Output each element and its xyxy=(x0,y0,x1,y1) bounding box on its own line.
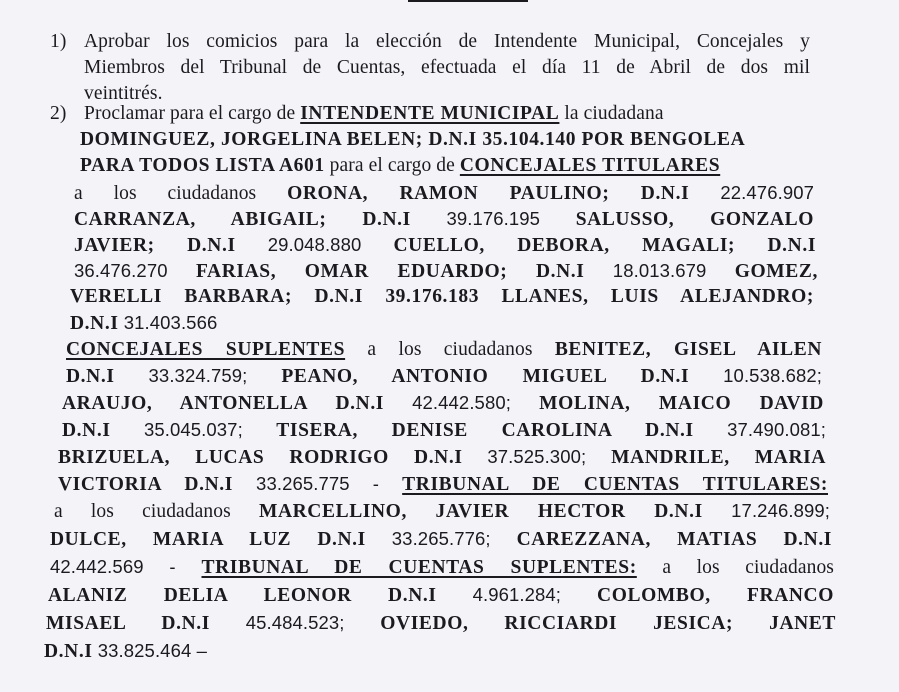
text-segment: a los ciudadanos xyxy=(54,501,259,522)
dni-number: 33.324.759; xyxy=(114,365,282,386)
candidate-name: ORONA, RAMON PAULINO; D.N.I xyxy=(287,183,690,204)
text-segment: a los ciudadanos xyxy=(636,557,834,578)
text-segment: para el cargo de xyxy=(324,155,460,176)
item-1-line-2: Miembros del Tribunal de Cuentas, efectuada el día 11 de Abril de dos mil xyxy=(84,57,810,78)
candidate-name: SALUSSO, GONZALO xyxy=(575,209,814,230)
dni-number: 37.525.300; xyxy=(462,446,612,467)
text-segment: a los ciudadanos xyxy=(345,339,555,360)
candidate-name: PEANO, ANTONIO MIGUEL D.N.I xyxy=(281,366,690,387)
dni-label: D.N.I xyxy=(66,366,115,387)
dni-number: 39.176.195 xyxy=(410,208,576,229)
candidate-name: ARAUJO, ANTONELLA D.N.I xyxy=(62,393,384,414)
dni-number: 31.403.566 xyxy=(118,312,218,333)
dni-label: D.N.I xyxy=(62,420,111,441)
candidate-name: ALANIZ DELIA LEONOR D.N.I xyxy=(48,585,437,606)
candidate-name: BRIZUELA, LUCAS RODRIGO D.N.I xyxy=(58,447,463,468)
office-title-concejales-titulares: CONCEJALES TITULARES xyxy=(459,155,721,176)
candidate-name: TISERA, DENISE CAROLINA D.N.I xyxy=(276,420,694,441)
candidate-name: OVIEDO, RICCIARDI JESICA; JANET xyxy=(380,613,837,634)
item-1-line-1: Aprobar los comicios para la elección de Intendente Municipal, Concejales y xyxy=(84,31,810,52)
candidate-name: COLOMBO, FRANCO xyxy=(597,585,834,606)
item-1-line-3: veintitrés. xyxy=(84,83,163,104)
candidate-name: CUELLO, DEBORA, MAGALI; D.N.I xyxy=(393,235,817,256)
office-title-tribunal-titulares: TRIBUNAL DE CUENTAS TITULARES: xyxy=(402,474,828,495)
office-title-intendente: INTENDENTE MUNICIPAL xyxy=(300,103,560,124)
dni-number: 35.045.037; xyxy=(110,419,277,440)
candidate-name: JAVIER; D.N.I xyxy=(74,235,236,256)
text-segment: Proclamar para el cargo de xyxy=(84,103,301,124)
dni-number: 36.476.270 xyxy=(74,260,196,281)
candidate-name: BENITEZ, GISEL AILEN xyxy=(554,339,823,360)
candidate-name: DULCE, MARIA LUZ D.N.I xyxy=(50,529,366,550)
candidate-name: MOLINA, MAICO DAVID xyxy=(539,393,824,414)
candidate-name: FARIAS, OMAR EDUARDO; D.N.I xyxy=(195,261,585,282)
text-segment: la ciudadana xyxy=(559,103,664,124)
dni-number: 33.825.464 – xyxy=(92,640,207,661)
dni-number: 22.476.907 xyxy=(689,182,814,203)
candidate-name: CAREZZANA, MATIAS D.N.I xyxy=(516,529,832,550)
dni-number: 29.048.880 xyxy=(235,234,394,255)
item-2-number: 2) xyxy=(50,103,67,124)
candidate-name: CARRANZA, ABIGAIL; D.N.I xyxy=(74,209,411,230)
item-1-number: 1) xyxy=(50,31,67,52)
candidate-name: MANDRILE, MARIA xyxy=(611,447,826,468)
dni-label: D.N.I xyxy=(44,641,93,662)
dni-number: 42.442.569 - xyxy=(50,556,202,577)
candidate-name: VICTORIA D.N.I xyxy=(58,474,233,495)
office-title-tribunal-suplentes: TRIBUNAL DE CUENTAS SUPLENTES: xyxy=(201,557,637,578)
candidate-intendente: DOMINGUEZ, JORGELINA BELEN; D.N.I 35.104.140 POR BENGOLEA xyxy=(80,129,746,150)
dni-number: 33.265.776; xyxy=(365,528,517,549)
text-segment: a los ciudadanos xyxy=(74,183,288,204)
list-name: PARA TODOS LISTA A601 xyxy=(80,155,325,176)
dni-label: D.N.I xyxy=(70,313,119,334)
dni-number: 17.246.899; xyxy=(702,500,830,521)
candidate-name: GOMEZ, xyxy=(734,261,818,282)
dni-number: 37.490.081; xyxy=(693,419,826,440)
candidate-name: VERELLI BARBARA; D.N.I 39.176.183 LLANES, LUIS ALEJANDRO; xyxy=(70,286,814,307)
dni-number: 4.961.284; xyxy=(436,584,598,605)
dni-number: 45.484.523; xyxy=(209,612,381,633)
candidate-name: MISAEL D.N.I xyxy=(46,613,210,634)
dni-number: 33.265.775 - xyxy=(232,473,403,494)
office-title-concejales-suplentes: CONCEJALES SUPLENTES xyxy=(66,339,346,360)
dni-number: 10.538.682; xyxy=(689,365,822,386)
dni-number: 42.442.580; xyxy=(384,392,540,413)
candidate-name: MARCELLINO, JAVIER HECTOR D.N.I xyxy=(258,501,703,522)
dni-number: 18.013.679 xyxy=(584,260,735,281)
